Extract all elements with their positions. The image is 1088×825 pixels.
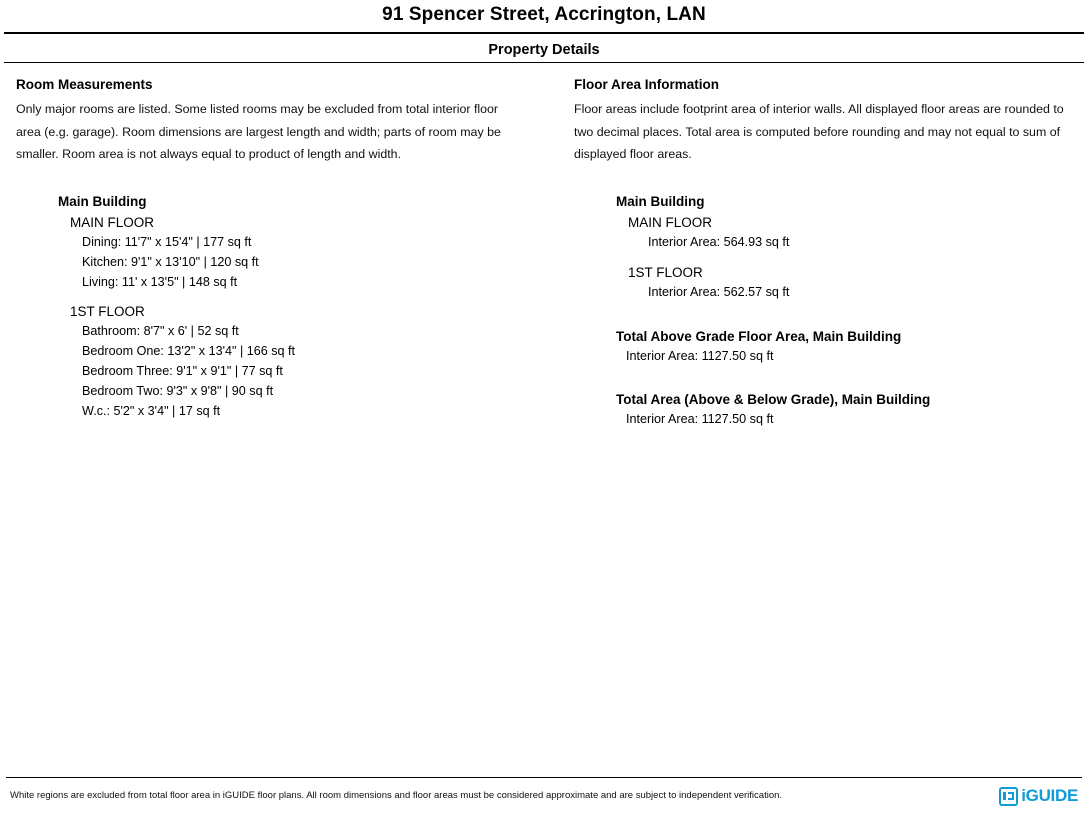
floor-area-heading: Floor Area Information [574,77,720,92]
room-measurements-heading: Room Measurements [16,77,153,92]
main-building-areas [574,194,1072,431]
room-line: Bedroom One: 13'2" x 13'4" | 166 sq ft [82,344,296,359]
building-name: Main Building [58,193,147,209]
total-area-value: Interior Area: 1127.50 sq ft [626,412,774,427]
floor-area-note: Floor areas include footprint area of interior walls. All displayed floor areas are rounded to two decimal places. Total area is computed before rounding and may not equal to sum of displayed floor areas. [574,102,1064,162]
page-subtitle: Property Details [488,42,600,58]
room-line: Bedroom Two: 9'3" x 9'8" | 90 sq ft [82,384,274,399]
room-line: Bedroom Three: 9'1" x 9'1" | 77 sq ft [82,364,283,379]
footer-disclaimer: White regions are excluded from total floor area in iGUIDE floor plans. All room dimensions and floor areas must be considered approximate and are subject to independent verification. [10,789,783,801]
total-above-grade-heading: Total Above Grade Floor Area, Main Building [616,328,902,344]
floor-name-first: 1ST FLOOR [70,304,145,320]
details-columns [0,63,1088,430]
room-line: W.c.: 5'2" x 3'4" | 17 sq ft [82,403,221,418]
room-line: Bathroom: 8'7" x 6' | 52 sq ft [82,324,239,339]
area-line: Interior Area: 562.57 sq ft [648,284,790,299]
iguide-mark-icon [999,787,1018,806]
building-name: Main Building [616,193,705,209]
page-title: 91 Spencer Street, Accrington, LAN [382,4,706,25]
iguide-logo-text: iGUIDE [1021,786,1078,805]
room-line: Living: 11' x 13'5" | 148 sq ft [82,274,238,289]
area-line: Interior Area: 564.93 sq ft [648,234,790,249]
main-building-rooms [16,194,514,422]
footer-row [0,778,1088,806]
floor-area-column [544,77,1072,430]
floor-name-main: MAIN FLOOR [628,214,713,230]
iguide-logo [999,786,1078,806]
room-measurements-note: Only major rooms are listed. Some listed rooms may be excluded from total interior floor area (e.g. garage). Room dimensions are largest length and width; parts of room may be smaller. Room area is not always equal to product of length and width. [16,102,501,162]
room-line: Kitchen: 9'1" x 13'10" | 120 sq ft [82,254,259,269]
room-measurements-column [16,77,544,430]
total-area-heading: Total Area (Above & Below Grade), Main Building [616,392,931,408]
total-above-grade-area: Interior Area: 1127.50 sq ft [626,348,774,363]
room-line: Dining: 11'7" x 15'4" | 177 sq ft [82,234,252,249]
floor-name-main: MAIN FLOOR [70,214,155,230]
floor-name-first: 1ST FLOOR [628,264,703,280]
page-footer [0,777,1088,825]
